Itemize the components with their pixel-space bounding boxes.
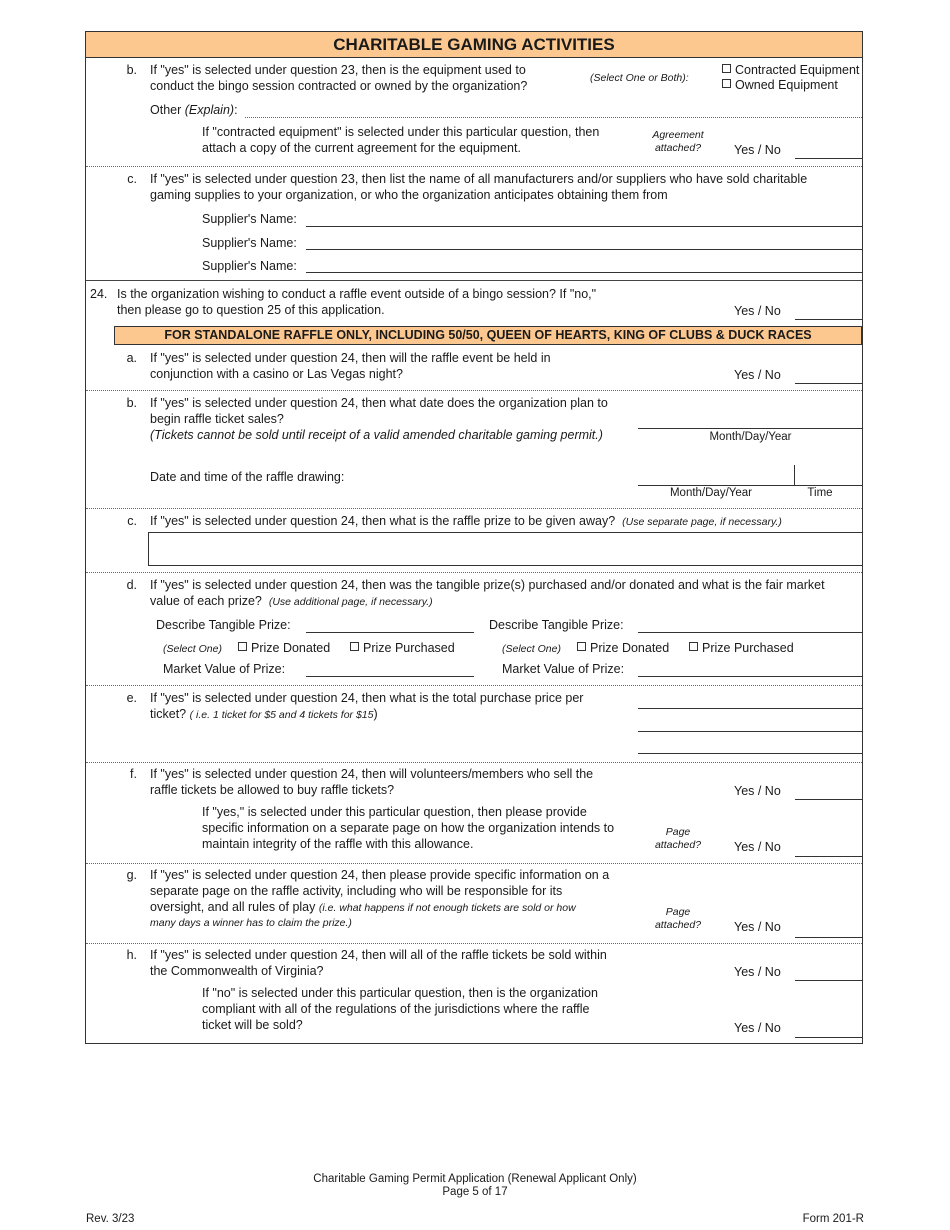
q24b-text-1: If "yes" is selected under question 24, then what date does the organization plan to — [150, 396, 608, 410]
owned-equipment-option[interactable]: Owned Equipment — [722, 77, 838, 93]
prize-donated-option[interactable]: Prize Donated — [238, 640, 330, 656]
drawing-label: Date and time of the raffle drawing: — [150, 470, 345, 484]
footer-center: Charitable Gaming Permit Application (Renewal Applicant Only) Page 5 of 17 — [313, 1173, 637, 1198]
agreement-attached-label: Agreement attached? — [652, 129, 704, 154]
divider — [86, 685, 862, 686]
other-explain-label: Other (Explain): — [150, 103, 238, 117]
q24b-note: (Tickets cannot be sold until receipt of a valid amended charitable gaming permit.) — [150, 428, 603, 442]
page-title: CHARITABLE GAMING ACTIVITIES — [86, 32, 862, 58]
q24g-text-2: separate page on the raffle activity, including who will be responsible for its — [150, 884, 563, 898]
checkbox-icon[interactable] — [350, 642, 359, 651]
q23c-letter: c. — [127, 172, 137, 186]
q24g-yes-no: Yes / No — [734, 920, 781, 934]
q24h-sub-1: If "no" is selected under this particular question, then is the organization — [202, 986, 598, 1000]
page-attached-label: Page attached? — [654, 826, 702, 851]
q24a-letter: a. — [126, 351, 137, 365]
q23b-text-2: conduct the bingo session contracted or owned by the organization? — [150, 79, 528, 93]
q24f-sub-yes-no: Yes / No — [734, 840, 781, 854]
q24h-sub-yes-no: Yes / No — [734, 1021, 781, 1035]
market-value-label: Market Value of Prize: — [502, 662, 625, 676]
checkbox-icon[interactable] — [577, 642, 586, 651]
q24h-answer-field[interactable] — [795, 980, 863, 981]
q24h-text-1: If "yes" is selected under question 24, then will all of the raffle tickets be sold within — [150, 948, 607, 962]
describe-prize-field-2[interactable] — [638, 632, 863, 633]
market-value-field-2[interactable] — [638, 676, 863, 677]
divider — [86, 280, 862, 281]
page-attached-label: Page attached? — [654, 906, 702, 931]
q24h-sub-3: ticket will be sold? — [202, 1018, 303, 1032]
checkbox-icon[interactable] — [722, 64, 731, 73]
q24g-note-2: many days a winner has to claim the prize.) — [150, 917, 352, 929]
q24g-letter: g. — [126, 868, 137, 882]
q24e-letter: e. — [126, 691, 137, 705]
q24g-text-3: oversight, and all rules of play (i.e. what happens if not enough tickets are sold or how — [150, 900, 576, 914]
supplier-name-field-1[interactable] — [306, 226, 863, 227]
q24h-yes-no: Yes / No — [734, 965, 781, 979]
q24f-answer-field[interactable] — [795, 799, 863, 800]
prize-type-select-2: (Select One) — [502, 643, 561, 655]
prize-type-select-1: (Select One) — [163, 643, 222, 655]
q24-answer-field[interactable] — [795, 319, 863, 320]
q24e-text-2: ticket? ( i.e. 1 ticket for $5 and 4 tickets for $15) — [150, 707, 378, 721]
q24f-letter: f. — [130, 767, 137, 781]
divider — [86, 508, 862, 509]
supplier-name-label: Supplier's Name: — [202, 212, 297, 226]
q24a-answer-field[interactable] — [795, 383, 863, 384]
q24h-sub-2: compliant with all of the regulations of the jurisdictions where the raffle — [202, 1002, 590, 1016]
divider — [86, 390, 862, 391]
divider — [86, 863, 862, 864]
divider — [86, 943, 862, 944]
q24f-text-2: raffle tickets be allowed to buy raffle tickets? — [150, 783, 395, 797]
raffle-sale-date-field[interactable] — [638, 428, 863, 429]
divider — [86, 762, 862, 763]
checkbox-icon[interactable] — [689, 642, 698, 651]
q24b-letter: b. — [126, 396, 137, 410]
q24c-text: If "yes" is selected under question 24, then what is the raffle prize to be given away? (Use separate page, if necessary.) — [150, 514, 782, 528]
q23c-text-2: gaming supplies to your organization, or who the organization anticipates obtaining them from — [150, 188, 668, 202]
q23b-select-note: (Select One or Both): — [590, 72, 689, 84]
q23b-sub-1: If "contracted equipment" is selected under this particular question, then — [202, 125, 600, 139]
q24f-text-1: If "yes" is selected under question 24, then will volunteers/members who sell the — [150, 767, 594, 781]
supplier-name-label: Supplier's Name: — [202, 259, 297, 273]
drawing-date-caption: Month/Day/Year — [669, 487, 753, 499]
q24b-text-2: begin raffle ticket sales? — [150, 412, 284, 426]
q24a-yes-no: Yes / No — [734, 368, 781, 382]
q24h-letter: h. — [126, 948, 137, 962]
q23c-text-1: If "yes" is selected under question 23, then list the name of all manufacturers and/or suppliers who have sold charitable — [150, 172, 808, 186]
ticket-price-field-2[interactable] — [638, 731, 863, 732]
q24d-letter: d. — [126, 578, 137, 592]
q24e-text-1: If "yes" is selected under question 24, then what is the total purchase price per — [150, 691, 584, 705]
supplier-name-field-2[interactable] — [306, 249, 863, 250]
q24a-text-2: conjunction with a casino or Las Vegas night? — [150, 367, 403, 381]
prize-purchased-option[interactable]: Prize Purchased — [689, 640, 794, 656]
q24c-letter: c. — [127, 514, 137, 528]
q24-number: 24. — [90, 287, 108, 301]
q24h-sub-answer-field[interactable] — [795, 1037, 863, 1038]
describe-prize-label: Describe Tangible Prize: — [156, 618, 291, 632]
q24-text-2: then please go to question 25 of this application. — [117, 303, 385, 317]
supplier-name-field-3[interactable] — [306, 272, 863, 273]
contracted-equipment-option[interactable]: Contracted Equipment — [722, 62, 859, 78]
q24h-text-2: the Commonwealth of Virginia? — [150, 964, 324, 978]
footer-form-number: Form 201-R — [802, 1213, 864, 1225]
other-explain-field[interactable] — [245, 117, 862, 118]
q24d-text-1: If "yes" is selected under question 24, then was the tangible prize(s) purchased and/or donated and what is the fair market — [150, 578, 825, 592]
q24f-sub-2: specific information on a separate page on how the organization intends to — [202, 821, 615, 835]
drawing-time-caption: Time — [807, 487, 833, 499]
q24f-yes-no: Yes / No — [734, 784, 781, 798]
market-value-field-1[interactable] — [306, 676, 474, 677]
market-value-label: Market Value of Prize: — [163, 662, 286, 676]
q24f-sub-3: maintain integrity of the raffle with this allowance. — [202, 837, 474, 851]
divider — [86, 572, 862, 573]
agreement-yes-no: Yes / No — [734, 143, 781, 157]
agreement-answer-field[interactable] — [795, 158, 863, 159]
footer-revision: Rev. 3/23 — [86, 1213, 135, 1225]
prize-donated-option[interactable]: Prize Donated — [577, 640, 669, 656]
q24f-page-answer-field[interactable] — [795, 856, 863, 857]
q24f-sub-1: If "yes," is selected under this particular question, then please provide — [202, 805, 587, 819]
section-header: FOR STANDALONE RAFFLE ONLY, INCLUDING 50/50, QUEEN OF HEARTS, KING OF CLUBS & DUCK RACES — [114, 326, 862, 345]
raffle-prize-field[interactable] — [148, 532, 863, 566]
describe-prize-field-1[interactable] — [306, 632, 474, 633]
q24-text-1: Is the organization wishing to conduct a raffle event outside of a bingo session? If "no," — [117, 287, 597, 301]
q24d-text-2: value of each prize? (Use additional page, if necessary.) — [150, 594, 433, 608]
q23b-letter: b. — [126, 63, 137, 77]
sale-date-caption: Month/Day/Year — [709, 431, 792, 443]
q24g-answer-field[interactable] — [795, 937, 863, 938]
prize-purchased-option[interactable]: Prize Purchased — [350, 640, 455, 656]
ticket-price-field-3[interactable] — [638, 753, 863, 754]
date-time-separator — [794, 465, 795, 485]
q24a-text-1: If "yes" is selected under question 24, then will the raffle event be held in — [150, 351, 551, 365]
checkbox-icon[interactable] — [722, 79, 731, 88]
checkbox-icon[interactable] — [238, 642, 247, 651]
supplier-name-label: Supplier's Name: — [202, 236, 297, 250]
q24-yes-no: Yes / No — [734, 304, 781, 318]
describe-prize-label: Describe Tangible Prize: — [489, 618, 624, 632]
q24g-text-1: If "yes" is selected under question 24, then please provide specific information on a — [150, 868, 610, 882]
q23b-sub-2: attach a copy of the current agreement for the equipment. — [202, 141, 521, 155]
divider — [86, 166, 862, 167]
ticket-price-field-1[interactable] — [638, 708, 863, 709]
q23b-text-1: If "yes" is selected under question 23, then is the equipment used to — [150, 63, 526, 77]
